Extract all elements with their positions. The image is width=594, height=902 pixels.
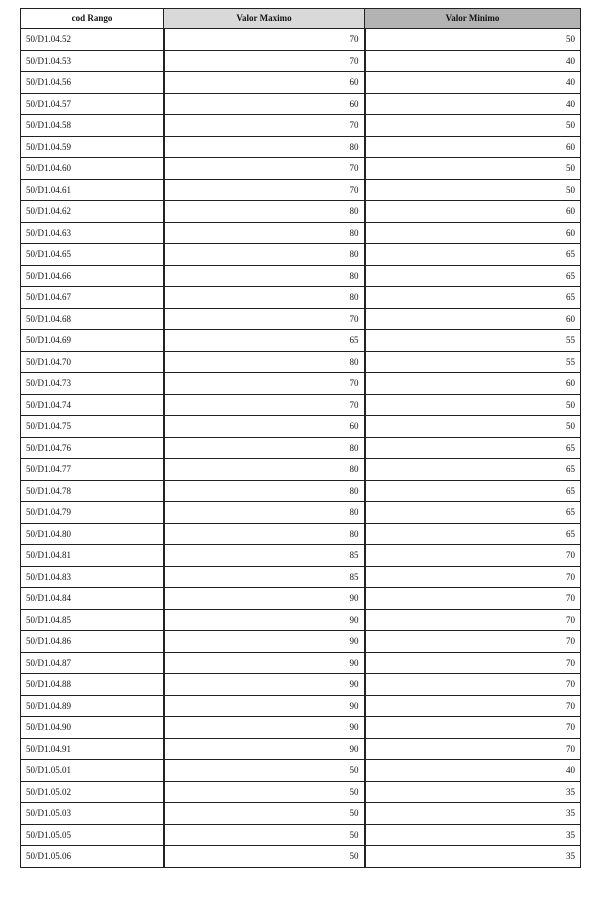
cell-valor-minimo: 65: [365, 480, 581, 502]
cell-valor-maximo: 50: [164, 846, 365, 868]
cell-valor-maximo: 70: [164, 115, 365, 137]
table-row: [21, 502, 581, 524]
cell-valor-minimo: 65: [365, 502, 581, 524]
cell-valor-minimo: 40: [365, 760, 581, 782]
cell-valor-minimo: 50: [365, 179, 581, 201]
cell-valor-maximo: 65: [164, 330, 365, 352]
cell-valor-minimo: 50: [365, 29, 581, 51]
cell-valor-minimo: 50: [365, 394, 581, 416]
cell-valor-maximo: 90: [164, 652, 365, 674]
cell-cod-rango: 50/D1.04.76: [21, 437, 164, 459]
cell-valor-minimo: 35: [365, 824, 581, 846]
cell-valor-maximo: 80: [164, 459, 365, 481]
cell-valor-maximo: 80: [164, 502, 365, 524]
cell-valor-minimo: 70: [365, 566, 581, 588]
table-row: [21, 308, 581, 330]
cell-valor-maximo: 90: [164, 738, 365, 760]
cell-cod-rango: 50/D1.04.80: [21, 523, 164, 545]
table-row: [21, 480, 581, 502]
cell-valor-minimo: 40: [365, 50, 581, 72]
cell-cod-rango: 50/D1.04.60: [21, 158, 164, 180]
table-row: [21, 93, 581, 115]
cell-valor-maximo: 90: [164, 631, 365, 653]
cell-valor-maximo: 90: [164, 609, 365, 631]
table-row: [21, 136, 581, 158]
table-row: [21, 760, 581, 782]
cell-valor-minimo: 55: [365, 351, 581, 373]
table-row: [21, 631, 581, 653]
cell-cod-rango: 50/D1.04.77: [21, 459, 164, 481]
cell-valor-maximo: 70: [164, 158, 365, 180]
cell-valor-maximo: 80: [164, 201, 365, 223]
cell-valor-minimo: 70: [365, 631, 581, 653]
table-row: [21, 803, 581, 825]
cell-cod-rango: 50/D1.04.59: [21, 136, 164, 158]
cell-valor-maximo: 90: [164, 717, 365, 739]
table-row: [21, 265, 581, 287]
table-row: [21, 846, 581, 868]
cell-valor-minimo: 50: [365, 115, 581, 137]
cell-valor-minimo: 70: [365, 738, 581, 760]
table-row: [21, 523, 581, 545]
cell-cod-rango: 50/D1.04.63: [21, 222, 164, 244]
cell-valor-minimo: 60: [365, 308, 581, 330]
cell-valor-maximo: 80: [164, 480, 365, 502]
cell-valor-minimo: 70: [365, 545, 581, 567]
table-row: [21, 201, 581, 223]
cell-cod-rango: 50/D1.05.05: [21, 824, 164, 846]
cell-valor-maximo: 70: [164, 50, 365, 72]
cell-cod-rango: 50/D1.04.62: [21, 201, 164, 223]
cell-valor-minimo: 70: [365, 695, 581, 717]
table-row: [21, 824, 581, 846]
table-row: [21, 115, 581, 137]
cell-valor-minimo: 60: [365, 201, 581, 223]
cell-cod-rango: 50/D1.04.53: [21, 50, 164, 72]
cell-cod-rango: 50/D1.04.56: [21, 72, 164, 94]
header-valor-minimo: Valor Minimo: [365, 9, 581, 29]
table-row: [21, 179, 581, 201]
cell-valor-maximo: 50: [164, 803, 365, 825]
table-row: [21, 330, 581, 352]
table-row: [21, 609, 581, 631]
cell-valor-maximo: 60: [164, 72, 365, 94]
cell-valor-maximo: 90: [164, 695, 365, 717]
table-row: [21, 50, 581, 72]
header-valor-maximo: Valor Maximo: [164, 9, 365, 29]
cell-cod-rango: 50/D1.04.75: [21, 416, 164, 438]
cell-cod-rango: 50/D1.04.69: [21, 330, 164, 352]
document-page: [20, 8, 580, 868]
table-row: [21, 222, 581, 244]
cell-cod-rango: 50/D1.04.85: [21, 609, 164, 631]
cell-cod-rango: 50/D1.05.03: [21, 803, 164, 825]
cell-valor-maximo: 60: [164, 416, 365, 438]
cell-valor-maximo: 70: [164, 394, 365, 416]
table-row: [21, 566, 581, 588]
cell-valor-minimo: 50: [365, 158, 581, 180]
cell-valor-minimo: 70: [365, 609, 581, 631]
cell-cod-rango: 50/D1.04.58: [21, 115, 164, 137]
table-row: [21, 416, 581, 438]
cell-valor-maximo: 70: [164, 29, 365, 51]
cell-valor-minimo: 35: [365, 781, 581, 803]
cell-valor-maximo: 85: [164, 545, 365, 567]
table-row: [21, 158, 581, 180]
cell-cod-rango: 50/D1.04.78: [21, 480, 164, 502]
cell-valor-minimo: 40: [365, 72, 581, 94]
cell-valor-minimo: 40: [365, 93, 581, 115]
cell-valor-maximo: 80: [164, 244, 365, 266]
cell-valor-minimo: 65: [365, 523, 581, 545]
cell-valor-minimo: 70: [365, 652, 581, 674]
cell-valor-minimo: 55: [365, 330, 581, 352]
cell-cod-rango: 50/D1.04.90: [21, 717, 164, 739]
cell-valor-maximo: 70: [164, 308, 365, 330]
table-row: [21, 29, 581, 51]
cell-cod-rango: 50/D1.04.86: [21, 631, 164, 653]
table-row: [21, 588, 581, 610]
table-body: [21, 29, 581, 868]
cell-valor-maximo: 80: [164, 265, 365, 287]
table-header-row: [21, 9, 581, 29]
cell-valor-maximo: 80: [164, 222, 365, 244]
cell-cod-rango: 50/D1.04.91: [21, 738, 164, 760]
table-row: [21, 287, 581, 309]
cell-cod-rango: 50/D1.04.70: [21, 351, 164, 373]
table-row: [21, 545, 581, 567]
cell-cod-rango: 50/D1.04.68: [21, 308, 164, 330]
cell-valor-minimo: 60: [365, 373, 581, 395]
table-row: [21, 437, 581, 459]
table-row: [21, 373, 581, 395]
cell-valor-maximo: 85: [164, 566, 365, 588]
table-row: [21, 695, 581, 717]
cell-valor-minimo: 60: [365, 222, 581, 244]
cell-valor-minimo: 35: [365, 846, 581, 868]
cell-valor-maximo: 70: [164, 373, 365, 395]
cell-cod-rango: 50/D1.04.65: [21, 244, 164, 266]
cell-cod-rango: 50/D1.05.02: [21, 781, 164, 803]
table-row: [21, 244, 581, 266]
cell-valor-minimo: 70: [365, 717, 581, 739]
table-row: [21, 738, 581, 760]
cell-cod-rango: 50/D1.04.74: [21, 394, 164, 416]
cell-cod-rango: 50/D1.04.73: [21, 373, 164, 395]
table-row: [21, 674, 581, 696]
cell-valor-minimo: 35: [365, 803, 581, 825]
cell-valor-maximo: 60: [164, 93, 365, 115]
cell-valor-maximo: 90: [164, 674, 365, 696]
cell-valor-minimo: 60: [365, 136, 581, 158]
table-row: [21, 351, 581, 373]
table-row: [21, 781, 581, 803]
table-row: [21, 459, 581, 481]
cell-valor-maximo: 80: [164, 136, 365, 158]
cell-cod-rango: 50/D1.04.79: [21, 502, 164, 524]
cell-valor-maximo: 80: [164, 437, 365, 459]
cell-valor-minimo: 65: [365, 244, 581, 266]
cell-valor-maximo: 50: [164, 760, 365, 782]
cell-valor-minimo: 50: [365, 416, 581, 438]
cell-cod-rango: 50/D1.04.52: [21, 29, 164, 51]
table-row: [21, 394, 581, 416]
cell-cod-rango: 50/D1.04.89: [21, 695, 164, 717]
cell-cod-rango: 50/D1.04.66: [21, 265, 164, 287]
table-row: [21, 717, 581, 739]
cell-cod-rango: 50/D1.04.83: [21, 566, 164, 588]
cell-cod-rango: 50/D1.04.57: [21, 93, 164, 115]
cell-valor-minimo: 65: [365, 287, 581, 309]
cell-valor-maximo: 70: [164, 179, 365, 201]
cell-cod-rango: 50/D1.04.67: [21, 287, 164, 309]
cell-cod-rango: 50/D1.04.81: [21, 545, 164, 567]
cell-valor-maximo: 50: [164, 824, 365, 846]
cell-cod-rango: 50/D1.04.61: [21, 179, 164, 201]
cell-valor-maximo: 80: [164, 523, 365, 545]
cell-cod-rango: 50/D1.05.01: [21, 760, 164, 782]
cell-valor-minimo: 65: [365, 459, 581, 481]
cell-valor-maximo: 80: [164, 351, 365, 373]
cell-valor-minimo: 65: [365, 265, 581, 287]
header-cod-rango: cod Rango: [21, 9, 164, 29]
cell-valor-maximo: 80: [164, 287, 365, 309]
cell-valor-minimo: 70: [365, 674, 581, 696]
cell-valor-minimo: 70: [365, 588, 581, 610]
table-row: [21, 652, 581, 674]
cell-cod-rango: 50/D1.05.06: [21, 846, 164, 868]
cell-valor-minimo: 65: [365, 437, 581, 459]
range-table: [20, 8, 581, 868]
cell-cod-rango: 50/D1.04.88: [21, 674, 164, 696]
cell-cod-rango: 50/D1.04.84: [21, 588, 164, 610]
cell-valor-maximo: 90: [164, 588, 365, 610]
table-row: [21, 72, 581, 94]
cell-valor-maximo: 50: [164, 781, 365, 803]
cell-cod-rango: 50/D1.04.87: [21, 652, 164, 674]
